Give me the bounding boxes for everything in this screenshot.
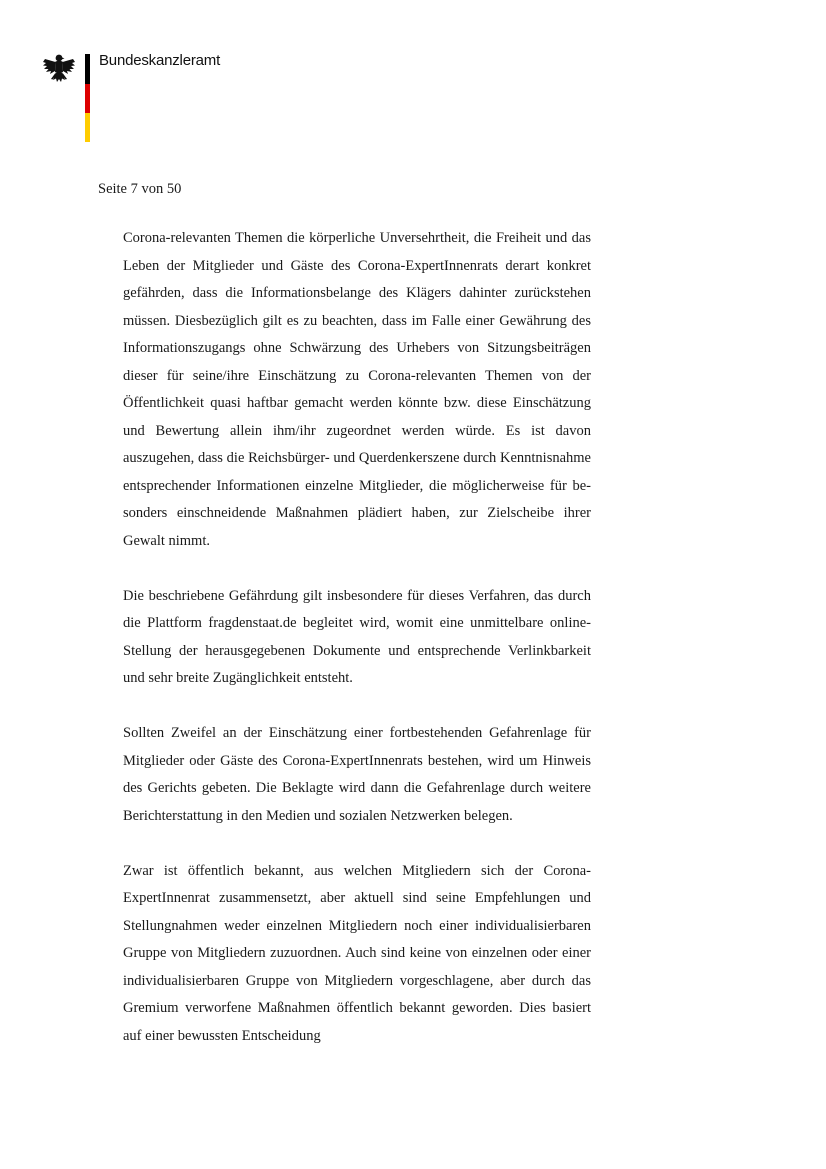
paragraph: Die beschriebene Gefährdung gilt insbesondere für dieses Verfahren, das durch die Plattform fragdenstaat.de begleitet wird, womit eine unmittelbare online-Stellung der herausgegebenen Dokumente und entsprechende Verlinkbarkeit und sehr breite Zugänglichkeit entsteht. xyxy=(123,587,591,686)
flag-stripe-gold xyxy=(85,113,90,142)
flag-stripe-black xyxy=(85,54,90,84)
paragraph: Zwar ist öffentlich bekannt, aus welchen Mitgliedern sich der Corona-ExpertInnenrat zusammensetzt, aber aktuell sind seine Empfehlungen und Stellungnahmen weder einzelnen Mitgliedern noch einer individualisierbaren Gruppe von Mitgliedern zuzuordnen. Auch sind keine von einzelnen oder einer individualisierbaren Gruppe von Mitgliedern vorgeschlagene, aber durch das Gremium verworfene Maßnahmen öffentlich bekannt geworden. Dies basiert auf einer bewussten Entscheidung xyxy=(123,862,591,1044)
organization-name: Bundeskanzleramt xyxy=(99,52,221,69)
paragraph: Corona-relevanten Themen die körperliche Unversehrtheit, die Freiheit und das Leben der Mitglieder und Gäste des Corona-ExpertInnenrats derart konkret gefährden, dass die Informationsbelange des Klägers dahinter zurückstehen müssen. Diesbezüglich gilt es zu beachten, dass im Falle einer Gewährung des Informationszugangs ohne Schwärzung des Urhebers von Sitzungsbeiträgen dieser für seine/ihre Einschätzung zu Corona-relevanten Themen von der Öffentlichkeit quasi haftbar gemacht werden könnte bzw. diese Einschätzung und Bewertung allein ihm/ihr zugeordnet werden würde. Es ist davon auszugehen, dass die Reichsbürger- und Querdenkerszene durch Kenntnisnahme entsprechender Informationen einzelne Mitglieder, die möglicherweise für besonders einschneidende Maßnahmen plädiert haben, zur Zielscheibe ihrer Gewalt nimmt. xyxy=(123,230,591,549)
letterhead xyxy=(42,52,292,148)
paragraph: Sollten Zweifel an der Einschätzung einer fortbestehenden Gefahrenlage für Mitglieder oder Gäste des Corona-ExpertInnenrats bestehen, wird um Hinweis des Gerichts gebeten. Die Beklagte wird dann die Gefahrenlage durch weitere Berichterstattung in den Medien und sozialen Netzwerken belegen. xyxy=(123,725,591,824)
page-number: Seite 7 von 50 xyxy=(98,181,182,197)
document-body xyxy=(123,225,591,1078)
flag-bar xyxy=(85,54,90,142)
bundesadler-icon xyxy=(42,52,76,88)
flag-stripe-red xyxy=(85,84,90,113)
